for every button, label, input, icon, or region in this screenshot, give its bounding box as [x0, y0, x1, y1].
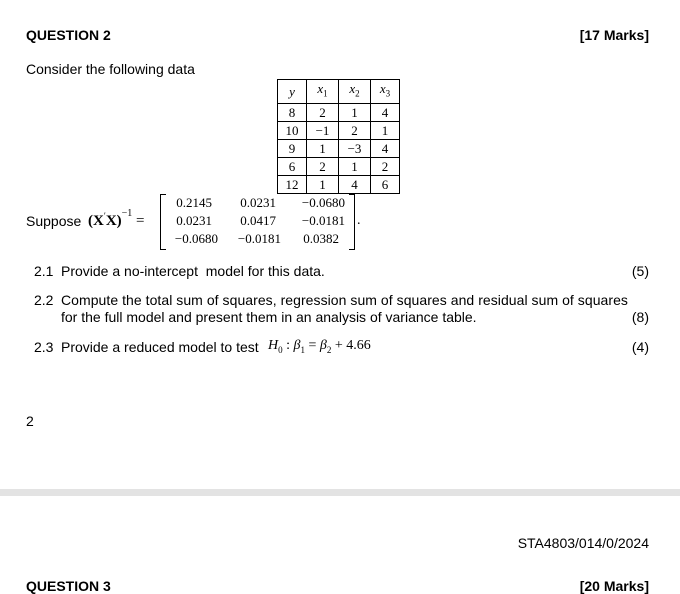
table-row — [278, 139, 400, 157]
matrix-period: . — [357, 213, 361, 228]
table-cell: 1 — [339, 157, 371, 175]
matrix-expression: $(X'X)^{-1}$ = — [88, 208, 145, 229]
item-text: Provide a no-intercept model for this data. — [61, 263, 325, 279]
table-cell: 12 — [278, 175, 307, 193]
table-cell: −3 — [339, 139, 371, 157]
table-cell: 8 — [278, 103, 307, 121]
item-number: 2.3 — [34, 339, 54, 355]
item-text: Provide a reduced model to test — [61, 339, 259, 355]
table-row — [278, 157, 400, 175]
item-text: Compute the total sum of squares, regression sum of squares and residual sum of squares — [61, 292, 628, 308]
table-cell: 2 — [371, 157, 400, 175]
page-number: 2 — [26, 413, 34, 429]
item-marks: (4) — [631, 339, 649, 355]
matrix-cell: 0.0231 — [240, 195, 276, 210]
header-x1: $x_1$ — [307, 80, 339, 104]
item-number: 2.2 — [34, 292, 54, 308]
header-x2: $x_2$ — [339, 80, 371, 104]
header-x3: $x_3$ — [371, 80, 400, 104]
header-y: y — [278, 80, 307, 104]
table-cell: 9 — [278, 139, 307, 157]
item-text: for the full model and present them in an analysis of variance table. — [61, 309, 477, 325]
matrix-cell: −0.0181 — [237, 231, 281, 246]
table-header-row — [278, 80, 400, 104]
matrix-cell: 0.0417 — [240, 213, 276, 228]
matrix-cell: −0.0181 — [301, 213, 345, 228]
table-cell: 6 — [278, 157, 307, 175]
data-table — [277, 79, 400, 194]
intro-text: Consider the following data — [26, 61, 195, 77]
table-cell: 1 — [371, 121, 400, 139]
table-row — [278, 121, 400, 139]
next-question-title: QUESTION 3 — [26, 578, 111, 594]
item-number: 2.1 — [34, 263, 54, 279]
question-title: QUESTION 2 — [26, 27, 111, 43]
table-cell: 2 — [307, 103, 339, 121]
table-cell: 10 — [278, 121, 307, 139]
item-marks: (8) — [631, 309, 649, 325]
matrix-cell: −0.0680 — [301, 195, 345, 210]
table-cell: 1 — [339, 103, 371, 121]
matrix-cell: 0.0382 — [303, 231, 339, 246]
next-question-marks: [20 Marks] — [579, 578, 649, 594]
hypothesis-formula: $H_0$ : $\beta_1 = \beta_2 + 4.66$ — [268, 338, 371, 355]
matrix-cell: −0.0680 — [174, 231, 218, 246]
table-cell: 1 — [307, 139, 339, 157]
table-cell: 4 — [371, 139, 400, 157]
matrix-cell: 0.2145 — [176, 195, 212, 210]
table-cell: 6 — [371, 175, 400, 193]
item-marks: (5) — [631, 263, 649, 279]
table-cell: 4 — [371, 103, 400, 121]
matrix-cell: 0.0231 — [176, 213, 212, 228]
question-marks: [17 Marks] — [579, 27, 649, 43]
table-cell: 2 — [339, 121, 371, 139]
table-cell: −1 — [307, 121, 339, 139]
table-cell: 1 — [307, 175, 339, 193]
page-divider — [0, 489, 680, 496]
table-cell: 2 — [307, 157, 339, 175]
document-code: STA4803/014/0/2024 — [517, 535, 649, 551]
suppose-label: Suppose — [26, 213, 82, 229]
table-row — [278, 103, 400, 121]
matrix-right-bracket — [349, 194, 355, 250]
table-cell: 4 — [339, 175, 371, 193]
table-row — [278, 175, 400, 193]
